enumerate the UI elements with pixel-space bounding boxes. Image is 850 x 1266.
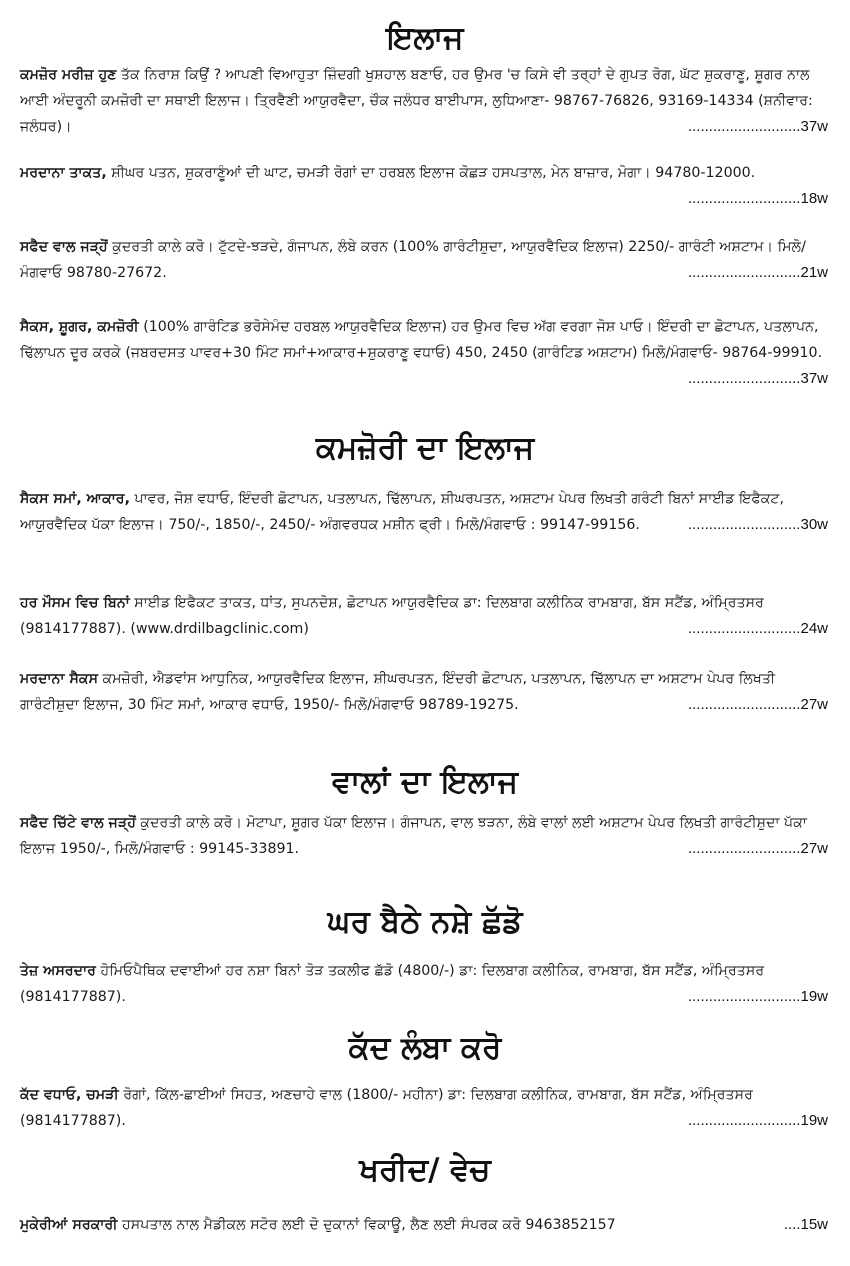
ad-text: ਹੋਮਿਓਪੈਥਿਕ ਦਵਾਈਆਂ ਹਰ ਨਸ਼ਾ ਬਿਨਾਂ ਤੋੜ ਤਕਲੀਫ ਛੱਡੋ (4800/-) ਡਾ: ਦਿਲਬਾਗ ਕਲੀਨਿਕ, ਰਾਮਬਾਗ, ਬੱਸ ਸਟੈਂਡ, ਅੰਮ੍ਰਿਤਸਰ (9814177887).	[20, 963, 765, 1005]
ad-text: ਤੱਕ ਨਿਰਾਸ਼ ਕਿਉਂ ? ਆਪਣੀ ਵਿਆਹੁਤਾ ਜ਼ਿੰਦਗੀ ਖੁਸ਼ਹਾਲ ਬਣਾਓ, ਹਰ ਉਮਰ 'ਚ ਕਿਸੇ ਵੀ ਤਰ੍ਹਾਂ ਦੇ ਗੁਪਤ ਰੋਗ, ਘੱਟ ਸ਼ੁਕਰਾਣੂ, ਸ਼ੂਗਰ ਨਾਲ ਆਈ ਅੰਦਰੂਨੀ ਕਮਜ਼ੋਰੀ ਦਾ ਸਥਾਈ ਇਲਾਜ। ਤ੍ਰਿਵੈਣੀ ਆਯੁਰਵੈਦਾ, ਚੌਕ ਜਲੰਧਰ ਬਾਈਪਾਸ, ਲੁਧਿਆਣਾ- 98767-76826, 93169-14334 (ਸ਼ਨੀਵਾਰ: ਜਲੰਧਰ)।	[20, 67, 813, 135]
ad-text: ਰੋਗਾਂ, ਕਿੱਲ-ਛਾਈਆਂ ਸਿਹਤ, ਅਣਚਾਹੇ ਵਾਲ (1800/- ਮਹੀਨਾ) ਡਾ: ਦਿਲਬਾਗ ਕਲੀਨਿਕ, ਰਾਮਬਾਗ, ਬੱਸ ਸਟੈਂਡ, ਅੰਮ੍ਰਿਤਸਰ (9814177887).	[20, 1087, 753, 1129]
ad-ref: ...........................24w	[687, 620, 828, 637]
ad-text: ਕਮਜ਼ੋਰੀ, ਐਡਵਾਂਸ ਆਧੁਨਿਕ, ਆਯੁਰਵੈਦਿਕ ਇਲਾਜ, ਸ਼ੀਘਰਪਤਨ, ਇੰਦਰੀ ਛੋਟਾਪਨ, ਪਤਲਾਪਨ, ਢਿੱਲਾਪਨ ਦਾ ਅਸ਼ਟਾਮ ਪੇਪਰ ਲਿਖਤੀ ਗਾਰੰਟੀਸ਼ੁਦਾ ਇਲਾਜ, 30 ਮਿੰਟ ਸਮਾਂ, ਆਕਾਰ ਵਧਾਓ, 1950/- ਮਿਲੋ/ਮੰਗਵਾਓ 98789-19275.	[20, 671, 776, 713]
ad-item	[20, 1212, 828, 1238]
ad-lead: ਸੈਕਸ, ਸ਼ੂਗਰ, ਕਮਜ਼ੋਰੀ	[20, 319, 139, 335]
ad-ref: ...........................37w	[687, 370, 828, 387]
ad-lead: ਕੱਦ ਵਧਾਓ, ਚਮੜੀ	[20, 1087, 119, 1103]
section-heading-treatment: ਇਲਾਜ	[386, 20, 464, 56]
ad-ref: ....15w	[783, 1216, 828, 1233]
ad-ref: ...........................19w	[687, 988, 828, 1005]
ad-text: ਸ਼ੀਘਰ ਪਤਨ, ਸ਼ੁਕਰਾਣੂੰਆਂ ਦੀ ਘਾਟ, ਚਮੜੀ ਰੋਗਾਂ ਦਾ ਹਰਬਲ ਇਲਾਜ ਕੋਛੜ ਹਸਪਤਾਲ, ਮੇਨ ਬਾਜ਼ਾਰ, ਮੋਗਾ। 94780-12000.	[106, 165, 756, 181]
ad-ref: ...........................21w	[687, 264, 828, 281]
ad-item	[20, 160, 828, 212]
section-heading-hair: ਵਾਲਾਂ ਦਾ ਇਲਾਜ	[332, 764, 518, 800]
ad-text: ਕੁਦਰਤੀ ਕਾਲੇ ਕਰੋ। ਮੋਟਾਪਾ, ਸ਼ੂਗਰ ਪੱਕਾ ਇਲਾਜ। ਗੰਜਾਪਨ, ਵਾਲ ਝੜਨਾ, ਲੰਬੇ ਵਾਲਾਂ ਲਈ ਅਸ਼ਟਾਮ ਪੇਪਰ ਲਿਖਤੀ ਗਾਰੰਟੀਸ਼ੁਦਾ ਪੱਕਾ ਇਲਾਜ 1950/-, ਮਿਲੋ/ਮੰਗਵਾਓ : 99145-33891.	[20, 815, 807, 857]
ad-text: ਪਾਵਰ, ਜੋਸ਼ ਵਧਾਓ, ਇੰਦਰੀ ਛੋਟਾਪਨ, ਪਤਲਾਪਨ, ਢਿੱਲਾਪਨ, ਸ਼ੀਘਰਪਤਨ, ਅਸ਼ਟਾਮ ਪੇਪਰ ਲਿਖਤੀ ਗਰੰਟੀ ਬਿਨਾਂ ਸਾਈਡ ਇਫੈਕਟ, ਆਯੁਰਵੈਦਿਕ ਪੱਕਾ ਇਲਾਜ। 750/-, 1850/-, 2450/- ਅੰਗਵਰਧਕ ਮਸ਼ੀਨ ਫ੍ਰੀ। ਮਿਲੋ/ਮੰਗਵਾਓ : 99147-99156.	[20, 491, 785, 533]
section-heading-quit-addiction: ਘਰ ਬੈਠੇ ਨਸ਼ੇ ਛੱਡੋ	[327, 904, 523, 940]
ad-text: ਹਸਪਤਾਲ ਨਾਲ ਮੈਡੀਕਲ ਸਟੋਰ ਲਈ ਦੋ ਦੁਕਾਨਾਂ ਵਿਕਾਊ, ਲੈਣ ਲਈ ਸੰਪਰਕ ਕਰੋ 9463852157	[117, 1217, 616, 1233]
ad-lead: ਮੁਕੇਰੀਆਂ ਸਰਕਾਰੀ	[20, 1217, 118, 1233]
ad-item	[20, 1082, 828, 1134]
ad-text: (100% ਗਾਰੰਟਿਡ ਭਰੋਸੇਮੰਦ ਹਰਬਲ ਆਯੁਰਵੈਦਿਕ ਇਲਾਜ) ਹਰ ਉਮਰ ਵਿਚ ਅੱਗ ਵਰਗਾ ਜੋਸ਼ ਪਾਓ। ਇੰਦਰੀ ਦਾ ਛੋਟਾਪਨ, ਪਤਲਾਪਨ, ਢਿੱਲਾਪਨ ਦੂਰ ਕਰਕੇ (ਜਬਰਦਸਤ ਪਾਵਰ+30 ਮਿੰਟ ਸਮਾਂ+ਆਕਾਰ+ਸ਼ੁਕਰਾਣੂ ਵਧਾਓ) 450, 2450 (ਗਾਰੰਟਿਡ ਅਸ਼ਟਾਮ) ਮਿਲੋ/ਮੰਗਵਾਓ- 98764-99910.	[20, 319, 823, 361]
ad-ref: ...........................18w	[687, 190, 828, 207]
ad-item	[20, 810, 828, 862]
ad-ref: ...........................30w	[687, 516, 828, 533]
ad-lead: ਮਰਦਾਨਾ ਤਾਕਤ,	[20, 165, 107, 181]
ad-lead: ਸਫੈਦ ਵਾਲ ਜੜ੍ਹੋਂ	[20, 239, 108, 255]
ad-lead: ਮਰਦਾਨਾ ਸੈਕਸ	[20, 671, 99, 687]
ad-item	[20, 62, 828, 140]
ad-item	[20, 590, 828, 642]
section-heading-height: ਕੱਦ ਲੰਬਾ ਕਰੋ	[348, 1030, 502, 1066]
ad-item	[20, 234, 828, 286]
ad-ref: ...........................27w	[687, 840, 828, 857]
ad-item	[20, 486, 828, 538]
ad-lead: ਤੇਜ਼ ਅਸਰਦਾਰ	[20, 963, 96, 979]
ad-item	[20, 314, 828, 392]
ad-text: ਕੁਦਰਤੀ ਕਾਲੇ ਕਰੋ। ਟੁੱਟਦੇ-ਝੜਦੇ, ਗੰਜਾਪਨ, ਲੰਬੇ ਕਰਨ (100% ਗਾਰੰਟੀਸ਼ੁਦਾ, ਆਯੁਰਵੈਦਿਕ ਇਲਾਜ) 2250/- ਗਾਰੰਟੀ ਅਸ਼ਟਾਮ। ਮਿਲੋ/ਮੰਗਵਾਓ 98780-27672.	[20, 239, 806, 281]
section-heading-weakness: ਕਮਜ਼ੋਰੀ ਦਾ ਇਲਾਜ	[315, 430, 535, 466]
ad-ref: ...........................37w	[687, 118, 828, 135]
ad-lead: ਸੈਕਸ ਸਮਾਂ, ਆਕਾਰ,	[20, 491, 130, 507]
ad-lead: ਸਫੈਦ ਚਿੱਟੇ ਵਾਲ ਜੜ੍ਹੋਂ	[20, 815, 136, 831]
ad-lead: ਹਰ ਮੌਸਮ ਵਿਚ ਬਿਨਾਂ	[20, 595, 130, 611]
ad-item	[20, 958, 828, 1010]
ad-ref: ...........................19w	[687, 1112, 828, 1129]
ad-lead: ਕਮਜ਼ੋਰ ਮਰੀਜ਼ ਹੁਣ	[20, 67, 117, 83]
section-heading-buy-sell: ਖਰੀਦ/ ਵੇਚ	[359, 1152, 491, 1188]
ad-item	[20, 666, 828, 718]
ad-text: ਸਾਈਡ ਇਫੈਕਟ ਤਾਕਤ, ਧਾਂਤ, ਸੁਪਨਦੋਸ਼, ਛੋਟਾਪਨ ਆਯੁਰਵੈਦਿਕ ਡਾ: ਦਿਲਬਾਗ ਕਲੀਨਿਕ ਰਾਮਬਾਗ, ਬੱਸ ਸਟੈਂਡ, ਅੰਮ੍ਰਿਤਸਰ (9814177887). (www.drdilbagclinic.com)	[20, 595, 764, 637]
ad-ref: ...........................27w	[687, 696, 828, 713]
